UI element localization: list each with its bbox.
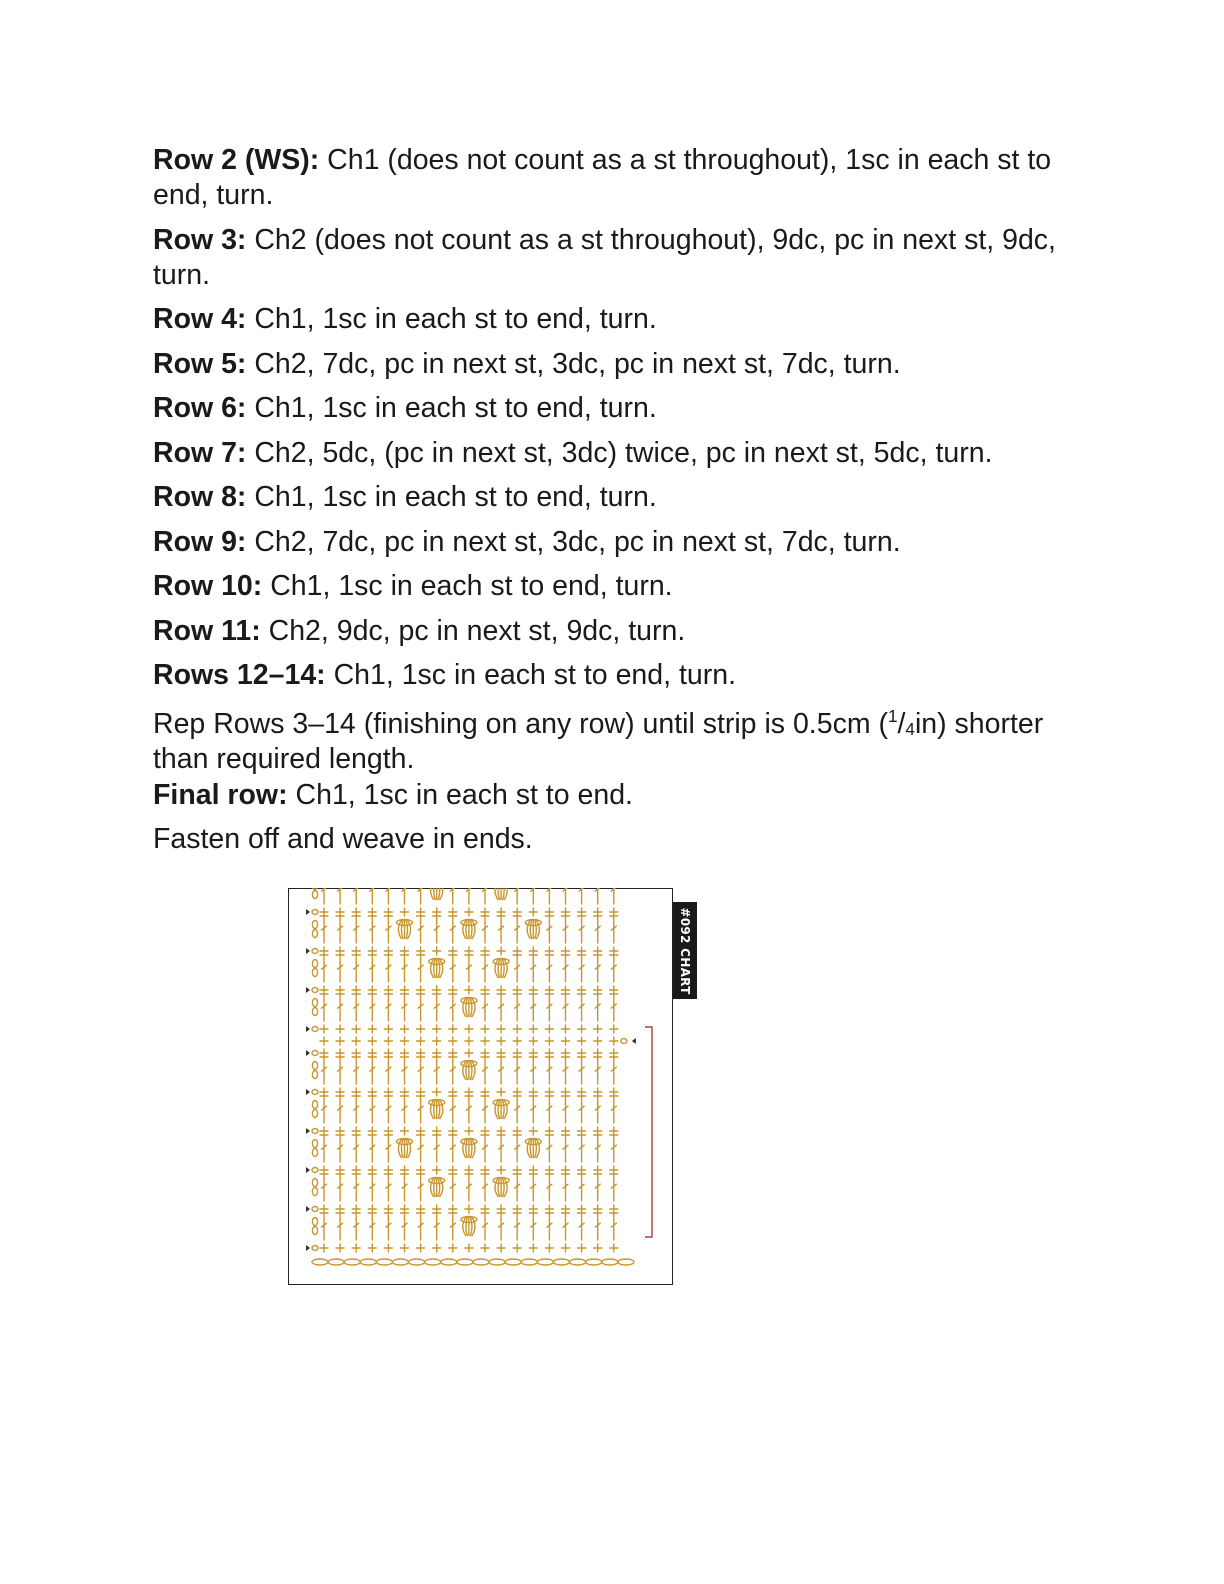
popcorn-petal (471, 921, 472, 939)
popcorn-petal (503, 1179, 504, 1197)
row-text: Ch1, 1sc in each st to end, turn. (246, 303, 657, 335)
row-text: Ch2, 5dc, (pc in next st, 3dc) twice, pc in next st, 5dc, turn. (246, 436, 993, 469)
row-label: Row 8: (153, 481, 247, 513)
row-direction-arrow (306, 1089, 310, 1095)
final-row-label: Final row: (153, 779, 288, 811)
foundation-chain (618, 1259, 634, 1265)
row-line (153, 569, 1073, 604)
popcorn-petal (535, 1140, 536, 1158)
fraction-denominator: 4 (905, 720, 915, 739)
chain-loop (312, 1149, 317, 1157)
foundation-chain (328, 1259, 344, 1265)
foundation-chain (376, 1259, 392, 1265)
foundation-chain (425, 1259, 441, 1265)
popcorn-petal (406, 1140, 407, 1158)
turn-chain (312, 1246, 318, 1251)
row-line (153, 436, 1073, 471)
row-label: Row 2 (WS): (153, 144, 320, 176)
closing-instruction: Fasten off and weave in ends. (153, 823, 533, 855)
turn-chain (312, 1207, 318, 1212)
popcorn-petal (434, 888, 435, 900)
foundation-chain (586, 1259, 602, 1265)
foundation-chain (344, 1259, 360, 1265)
turn-chain (312, 1027, 318, 1032)
row-text: Ch1, 1sc in each st to end, turn. (325, 659, 736, 691)
foundation-chain (441, 1259, 457, 1265)
popcorn-petal (471, 1062, 472, 1080)
row-label: Row 3: (153, 223, 247, 256)
row-text: Ch2, 7dc, pc in next st, 3dc, pc in next st, 7dc, turn. (246, 347, 901, 380)
final-row-text: Ch1, 1sc in each st to end. (287, 779, 633, 811)
chain-loop (312, 921, 317, 929)
row-direction-arrow (306, 909, 310, 915)
fraction-slash: / (897, 708, 906, 740)
row-label: Row 7: (153, 436, 247, 469)
row-line (153, 347, 1073, 382)
pattern-instructions (153, 143, 1073, 867)
chain-loop (312, 1008, 317, 1016)
chain-loop (312, 1188, 317, 1196)
foundation-chain (554, 1259, 570, 1265)
row-direction-arrow (632, 1038, 636, 1044)
popcorn-petal (535, 921, 536, 939)
foundation-chain (360, 1259, 376, 1265)
foundation-chain (312, 1259, 328, 1265)
row-text: Ch2, 9dc, pc in next st, 9dc, turn. (260, 614, 686, 647)
chain-loop (312, 1110, 317, 1118)
row-line (153, 143, 1073, 213)
row-text: Ch2 (does not count as a st throughout), 9dc, pc in next st, 9dc, turn. (153, 223, 1056, 291)
chain-loop (312, 888, 317, 890)
chain-loop (312, 1071, 317, 1079)
popcorn-petal (466, 1140, 467, 1158)
chart-diagram (288, 888, 673, 1285)
popcorn-petal (498, 888, 499, 900)
row-direction-arrow (306, 948, 310, 954)
row-label: Row 5: (153, 347, 247, 380)
foundation-chain (570, 1259, 586, 1265)
popcorn-petal (530, 1140, 531, 1158)
row-line (153, 391, 1073, 426)
popcorn-petal (503, 888, 504, 900)
foundation-chain (505, 1259, 521, 1265)
turn-chain (312, 910, 318, 915)
chain-loop (312, 1140, 317, 1148)
row-direction-arrow (306, 1206, 310, 1212)
row-line (153, 223, 1073, 293)
chart-tab (673, 902, 697, 999)
chain-loop (312, 969, 317, 977)
row-label: Row 10: (153, 570, 263, 602)
popcorn-petal (530, 921, 531, 939)
popcorn-petal (503, 960, 504, 978)
row-label: Rows 12–14: (153, 659, 326, 691)
popcorn-petal (434, 960, 435, 978)
chain-loop (312, 1062, 317, 1070)
row-line (153, 614, 1073, 649)
popcorn-petal (498, 1179, 499, 1197)
popcorn-petal (401, 921, 402, 939)
chain-loop (312, 1227, 317, 1235)
popcorn-petal (438, 888, 439, 900)
repeat-bracket (645, 1027, 652, 1237)
row-line (153, 525, 1073, 560)
row-direction-arrow (306, 1026, 310, 1032)
chain-loop (312, 1218, 317, 1226)
foundation-chain (537, 1259, 553, 1265)
popcorn-petal (503, 1101, 504, 1119)
chart-tab-label: #092 CHART (678, 906, 692, 995)
repeat-text-before: Rep Rows 3–14 (finishing on any row) until strip is 0.5cm ( (153, 708, 888, 740)
turn-chain (312, 1051, 318, 1056)
foundation-chain (521, 1259, 537, 1265)
foundation-chain (393, 1259, 409, 1265)
row-direction-arrow (306, 987, 310, 993)
row-line (153, 302, 1073, 337)
row-text: Ch1, 1sc in each st to end, turn. (246, 392, 657, 424)
row-label: Row 11: (153, 614, 261, 647)
chain-loop (312, 930, 317, 938)
foundation-chain (457, 1259, 473, 1265)
popcorn-petal (401, 1140, 402, 1158)
row-label: Row 9: (153, 525, 247, 558)
popcorn-petal (466, 921, 467, 939)
row-text: Ch1, 1sc in each st to end, turn. (246, 481, 657, 513)
popcorn-petal (471, 999, 472, 1017)
popcorn-petal (471, 1140, 472, 1158)
row-label: Row 4: (153, 303, 247, 335)
foundation-chain (489, 1259, 505, 1265)
fraction-numerator: 1 (887, 707, 898, 726)
popcorn-petal (438, 1179, 439, 1197)
foundation-chain (602, 1259, 618, 1265)
repeat-text-after: in) shorter than required length. (153, 708, 1044, 775)
foundation-chain (473, 1259, 489, 1265)
popcorn-petal (498, 1101, 499, 1119)
popcorn-petal (434, 1101, 435, 1119)
chain-loop (312, 960, 317, 968)
chain-loop (312, 1101, 317, 1109)
foundation-chain (409, 1259, 425, 1265)
popcorn-petal (438, 960, 439, 978)
repeat-instruction (153, 707, 1073, 777)
popcorn-petal (466, 1062, 467, 1080)
stitch-chart (288, 888, 692, 1285)
turn-chain (312, 1129, 318, 1134)
popcorn-petal (471, 1218, 472, 1236)
row-text: Ch1, 1sc in each st to end, turn. (262, 570, 673, 602)
row-line (153, 658, 1073, 693)
row-text: Ch1 (does not count as a st throughout), 1sc in each st to end, turn. (153, 144, 1052, 211)
chain-loop (312, 891, 317, 899)
row-text: Ch2, 7dc, pc in next st, 3dc, pc in next st, 7dc, turn. (246, 525, 901, 558)
chain-loop (312, 1179, 317, 1187)
popcorn-petal (466, 1218, 467, 1236)
popcorn-petal (498, 960, 499, 978)
popcorn-petal (438, 1101, 439, 1119)
row-direction-arrow (306, 1128, 310, 1134)
popcorn-petal (466, 999, 467, 1017)
turn-chain (312, 1168, 318, 1173)
turn-chain (312, 949, 318, 954)
row-line (153, 480, 1073, 515)
row-direction-arrow (306, 1245, 310, 1251)
chain-loop (312, 999, 317, 1007)
row-direction-arrow (306, 1050, 310, 1056)
turn-chain (312, 988, 318, 993)
turn-chain (312, 1090, 318, 1095)
popcorn-petal (434, 1179, 435, 1197)
final-row-line (153, 778, 1073, 813)
turn-chain (621, 1039, 627, 1044)
row-label: Row 6: (153, 392, 247, 424)
popcorn-petal (406, 921, 407, 939)
row-direction-arrow (306, 1167, 310, 1173)
